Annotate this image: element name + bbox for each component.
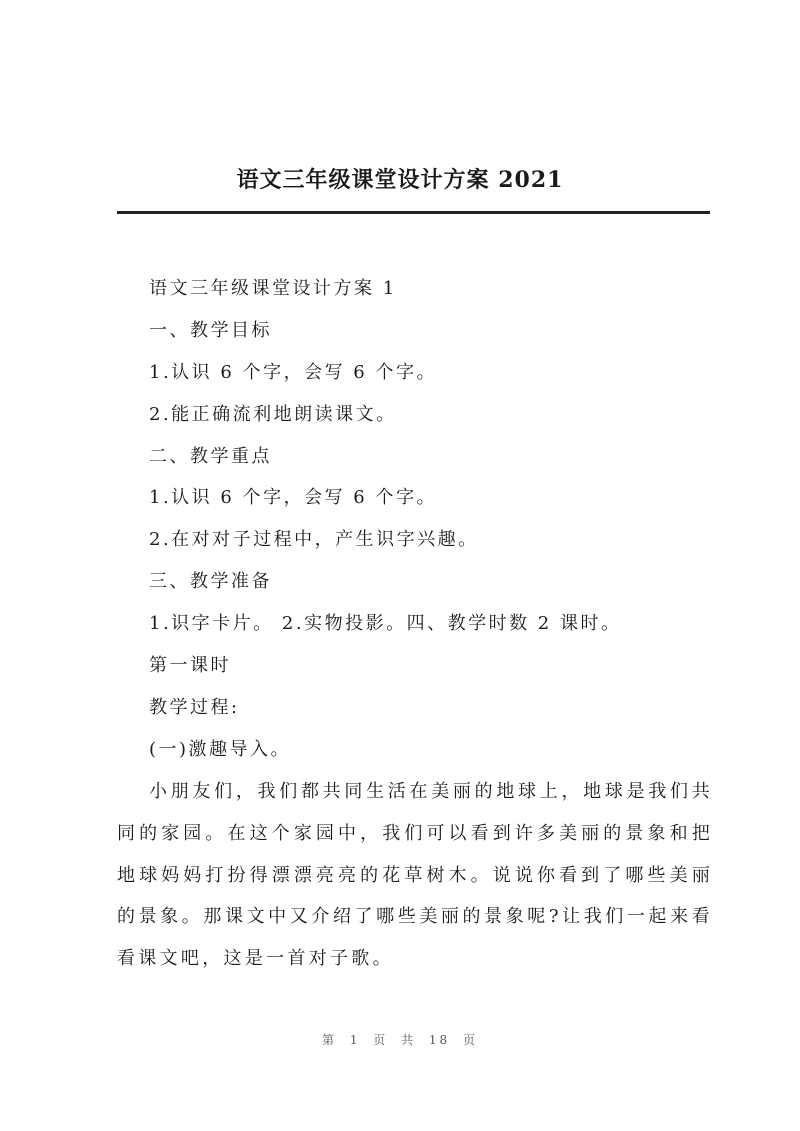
step-heading: (一)激趣导入。: [149, 738, 292, 760]
section-heading-goals: 一、教学目标: [149, 319, 272, 341]
list-item: 1.认识 6 个字，会写 6 个字。: [149, 487, 437, 509]
lesson-heading: 第一课时: [149, 655, 231, 677]
document-body: [117, 268, 717, 980]
section-heading-plan: 语文三年级课堂设计方案 1: [149, 278, 397, 299]
section-heading-prep: 三、教学准备: [149, 571, 272, 593]
list-item: 1.识字卡片。 2.实物投影。四、教学时数 2 课时。: [149, 613, 622, 635]
page-footer: 第 1 页 共 18 页: [322, 1033, 478, 1047]
list-item: 2.在对对子过程中，产生识字兴趣。: [149, 529, 479, 551]
body-paragraph: 小朋友们，我们都共同生活在美丽的地球上，地球是我们共同的家园。在这个家园中，我们可以看到许多美丽的景象和把地球妈妈打扮得漂漂亮亮的花草树木。说说你看到了哪些美丽的景象。那课文中又介绍了哪些美丽的景象呢?让我们一起来看看课文吧，这是一首对子歌。: [117, 780, 713, 970]
section-heading-focus: 二、教学重点: [149, 445, 272, 467]
list-item: 2.能正确流利地朗读课文。: [149, 403, 397, 425]
list-item: 1.认识 6 个字，会写 6 个字。: [149, 361, 437, 383]
process-heading: 教学过程:: [149, 696, 240, 718]
title-divider: [117, 211, 710, 214]
document-title: 语文三年级课堂设计方案 2021: [236, 167, 564, 193]
